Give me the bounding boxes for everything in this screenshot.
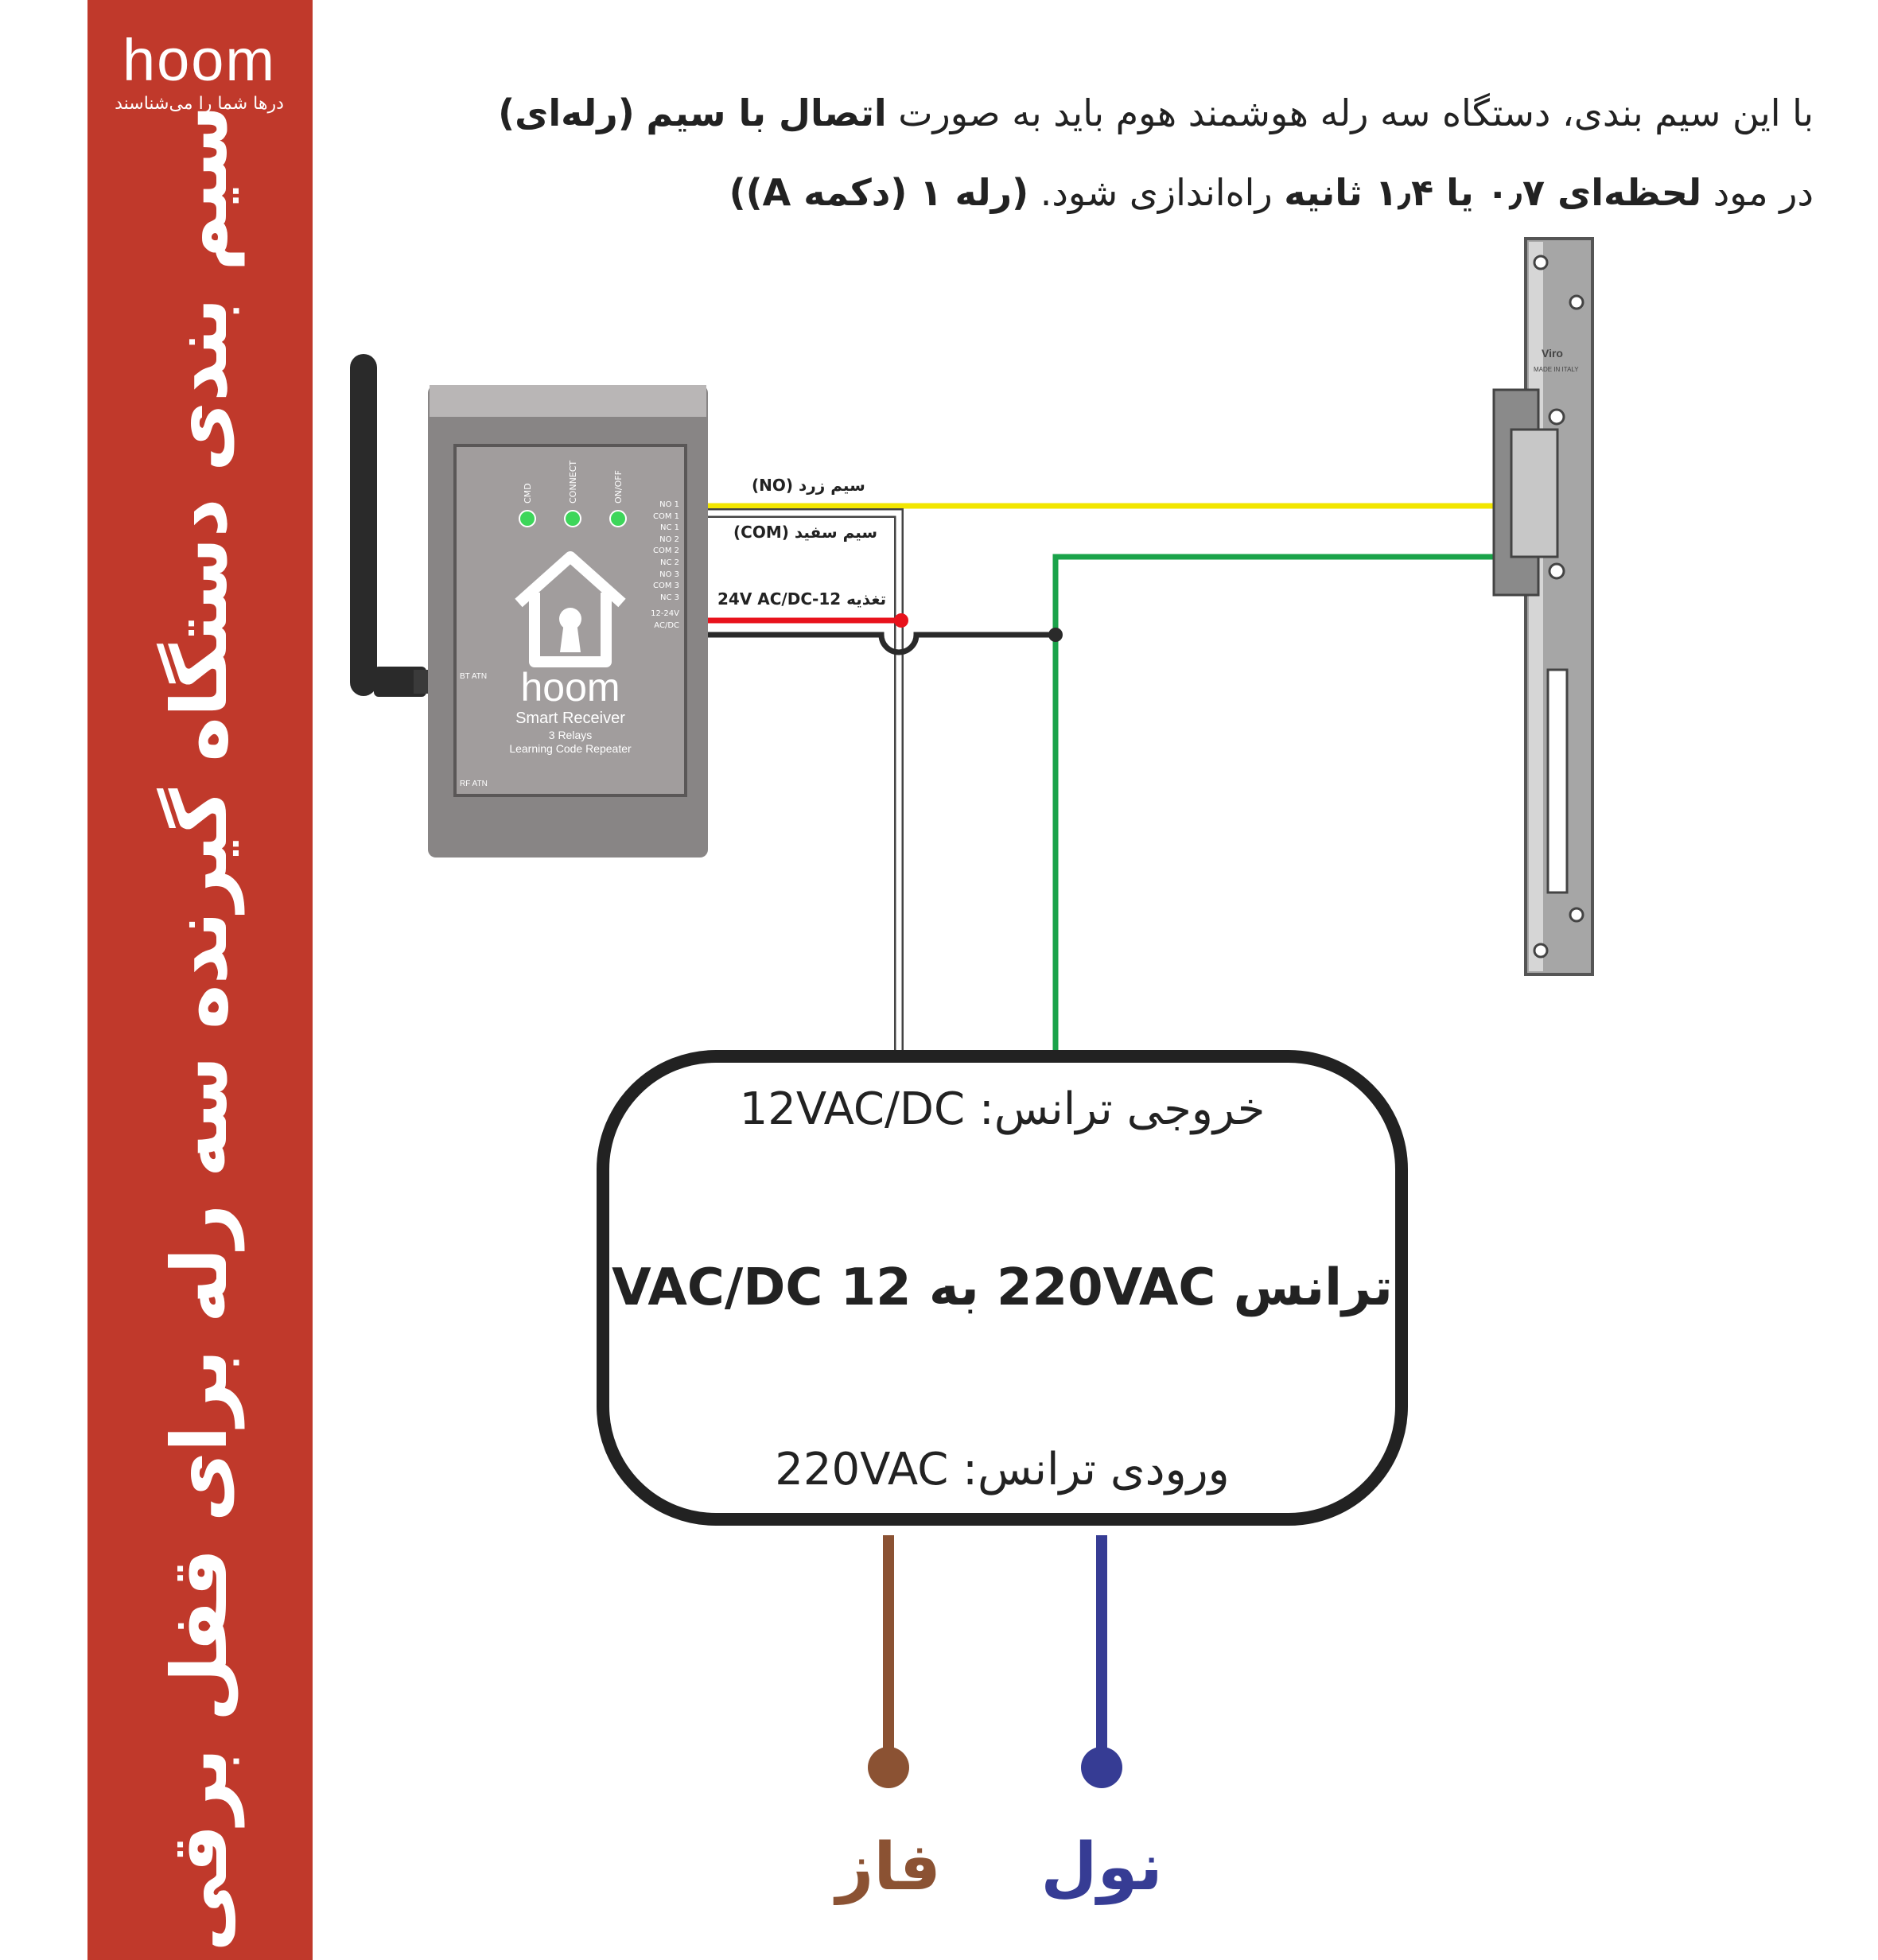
- led-label-connect: CONNECT: [568, 460, 578, 504]
- device-subtitle: Learning Code Repeater: [509, 742, 632, 755]
- phase-label: فاز: [836, 1830, 941, 1905]
- intro-line-1: با این سیم بندی، دستگاه سه رله هوشمند هوم باید به صورت اتصال با سیم (رله‌ای): [498, 91, 1814, 134]
- green-wire: [1056, 557, 1494, 1050]
- bt-antenna-label: BT ATN: [460, 672, 488, 681]
- page-title: سیم بندی دستگاه گیرنده سه رله برای قفل برقی: [155, 105, 244, 1952]
- device-model: Smart Receiver: [515, 710, 625, 727]
- white-wire-label: سیم سفید (COM): [733, 523, 878, 542]
- device-relays: 3 Relays: [548, 729, 593, 741]
- logo-wordmark: hoom: [122, 27, 277, 93]
- transformer-input: ورودی ترانس: 220VAC: [775, 1444, 1230, 1495]
- device-brand: hoom: [520, 665, 620, 710]
- antenna: [350, 354, 430, 697]
- intro-line-2: در مود لحظه‌ای ۰٫۷ یا ۱٫۴ ثانیه راه‌اندازی شود. (رله ۱ (دکمه A)): [729, 171, 1814, 214]
- phase-lead: [868, 1535, 909, 1788]
- rf-antenna-label: RF ATN: [460, 780, 488, 788]
- transformer-title: ترانس 220VAC به 12 VAC/DC: [612, 1258, 1393, 1317]
- neutral-lead: [1081, 1535, 1122, 1788]
- lock-made-in: MADE IN ITALY: [1534, 366, 1579, 373]
- neutral-label: نول: [1040, 1830, 1163, 1905]
- transformer-output: خروجی ترانس: 12VAC/DC: [739, 1083, 1266, 1135]
- red-wire: [708, 613, 908, 628]
- led-label-onoff: ON/OFF: [613, 470, 624, 504]
- pin-labels: NO 1 COM 1 NC 1 NO 2 COM 2 NC 2 NO 3 COM 3 NC 3 12-24V AC/DC: [651, 500, 679, 630]
- power-wire-label: تغذیه 12-24V AC/DC: [717, 589, 887, 609]
- lock-brand: Viro: [1542, 347, 1563, 360]
- yellow-wire-label: سیم زرد (NO): [752, 476, 865, 495]
- black-wire: [708, 628, 1063, 652]
- logo-tagline: درها شما را می‌شناسند: [115, 94, 284, 114]
- led-label-cmd: CMD: [523, 483, 533, 504]
